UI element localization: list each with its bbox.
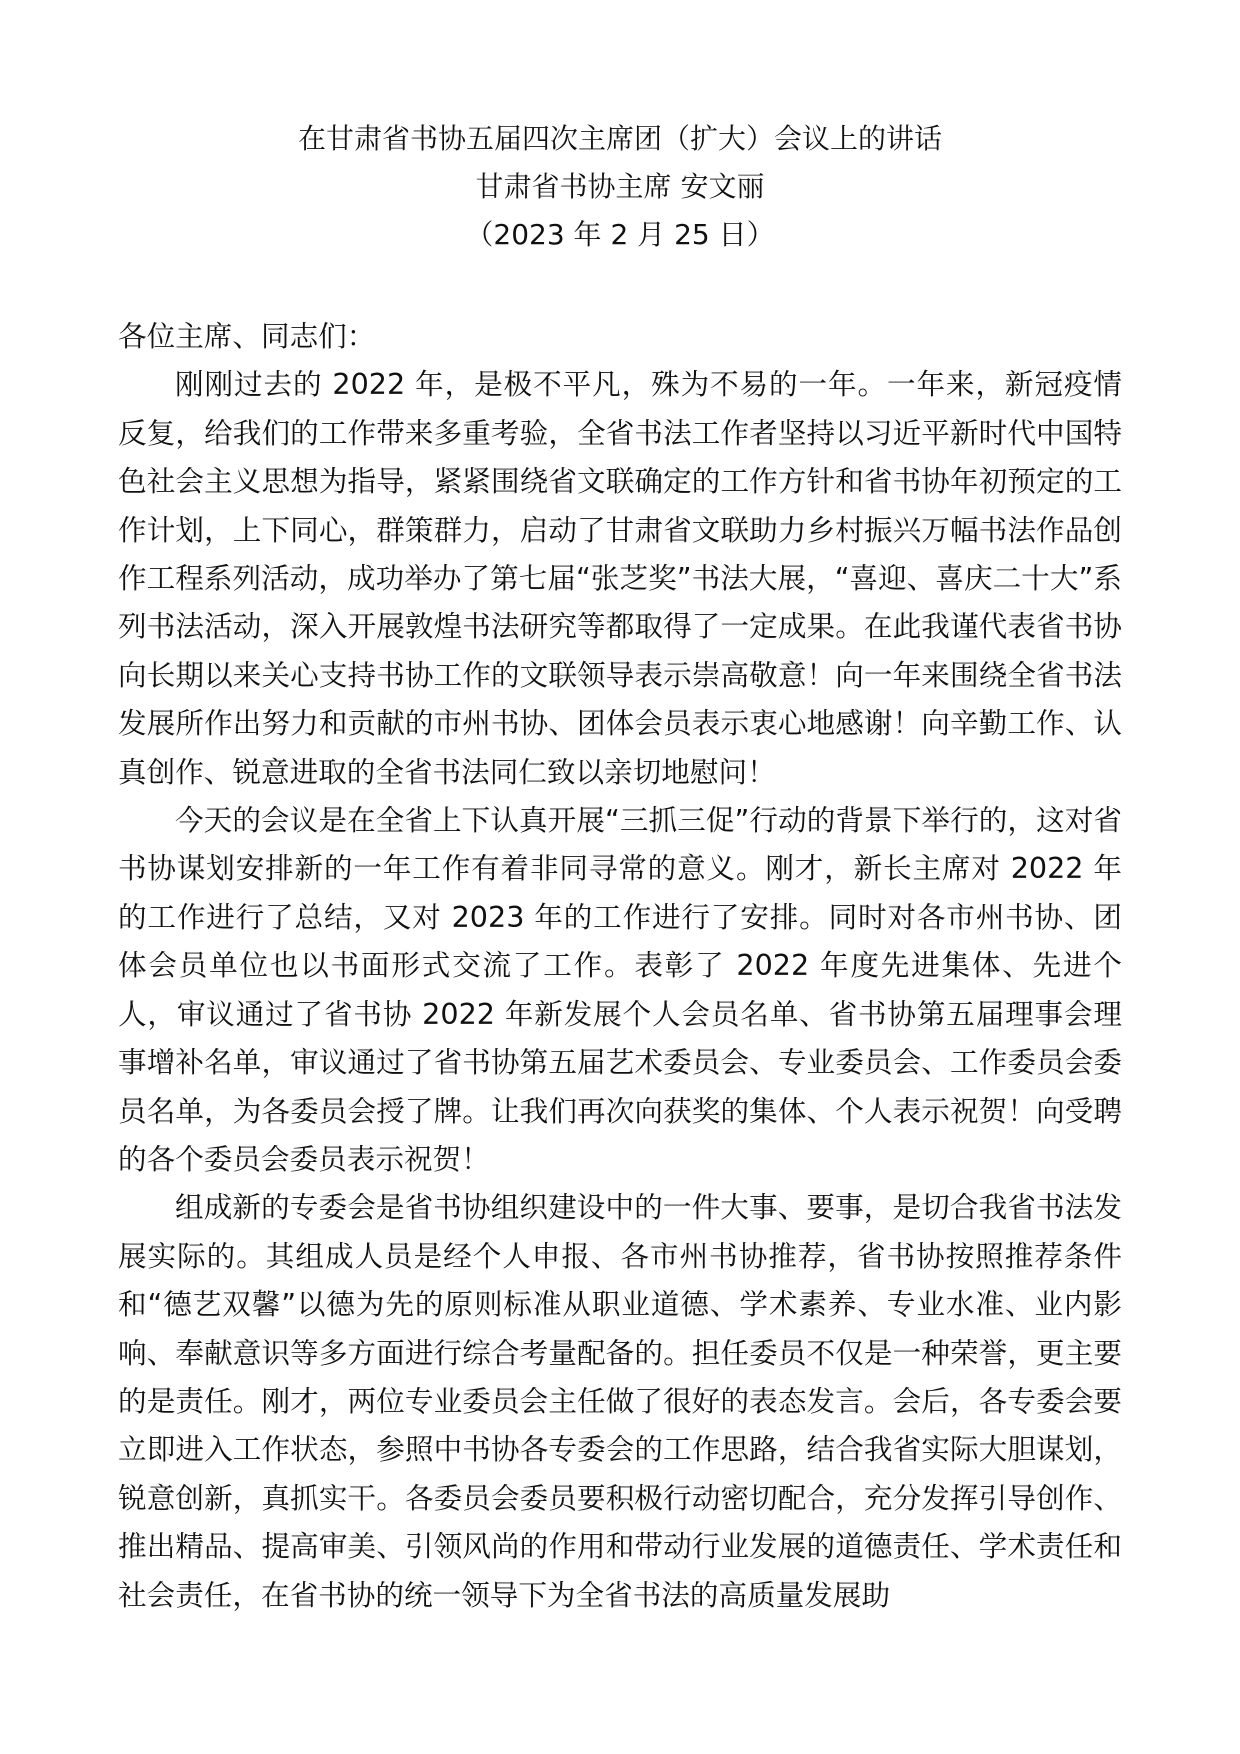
speech-date: （2023 年 2 月 25 日） <box>465 218 775 251</box>
paragraph-1: 刚刚过去的 2022 年，是极不平凡，殊为不易的一年。一年来，新冠疫情反复，给我们的工作带来多重考验，全省书法工作者坚持以习近平新时代中国特色社会主义思想为指导，紧紧围绕省文联确定的工作方针和省书协年初预定的工作计划，上下同心，群策群力，启动了甘肃省文联助力乡村振兴万幅书法作品创作工程系列活动，成功举办了第七届“张芝奖”书法大展，“喜迎、喜庆二十大”系列书法活动，深入开展敦煌书法研究等都取得了一定成果。在此我谨代表省书协向长期以来关心支持书协工作的文联领导表示崇高敬意！向一年来围绕全省书法发展所作出努力和贡献的市州书协、团体会员表示衷心地感谢！向辛勤工作、认真创作、锐意进取的全省书法同仁致以亲切地慰问！ <box>118 367 1122 789</box>
paragraph-2: 今天的会议是在全省上下认真开展“三抓三促”行动的背景下举行的，这对省书协谋划安排新的一年工作有着非同寻常的意义。刚才，新长主席对 2022 年的工作进行了总结，又对 2023 年的工作进行了安排。同时对各市州书协、团体会员单位也以书面形式交流了工作。表彰了 2022 年度先进集体、先进个人，审议通过了省书协 2022 年新发展个人会员名单、省书协第五届理事会理事增补名单，审议通过了省书协第五届艺术委员会、专业委员会、工作委员会委员名单，为各委员会授了牌。让我们再次向获奖的集体、个人表示祝贺！向受聘的各个委员会委员表示祝贺！ <box>118 803 1122 1176</box>
salutation: 各位主席、同志们： <box>118 319 376 353</box>
document-body <box>118 312 1122 1619</box>
document-header <box>0 122 1240 266</box>
speaker-line: 甘肃省书协主席 安文丽 <box>475 170 765 203</box>
document-title: 在甘肃省书协五届四次主席团（扩大）会议上的讲话 <box>297 122 942 155</box>
paragraph-3: 组成新的专委会是省书协组织建设中的一件大事、要事，是切合我省书法发展实际的。其组成人员是经个人申报、各市州书协推荐，省书协按照推荐条件和“德艺双馨”以德为先的原则标准从职业道德、学术素养、专业水准、业内影响、奉献意识等多方面进行综合考量配备的。担任委员不仅是一种荣誉，更主要的是责任。刚才，两位专业委员会主任做了很好的表态发言。会后，各专委会要立即进入工作状态，参照中书协各专委会的工作思路，结合我省实际大胆谋划，锐意创新，真抓实干。各委员会委员要积极行动密切配合，充分发挥引导创作、推出精品、提高审美、引领风尚的作用和带动行业发展的道德责任、学术责任和社会责任，在省书协的统一领导下为全省书法的高质量发展助 <box>118 1190 1122 1612</box>
